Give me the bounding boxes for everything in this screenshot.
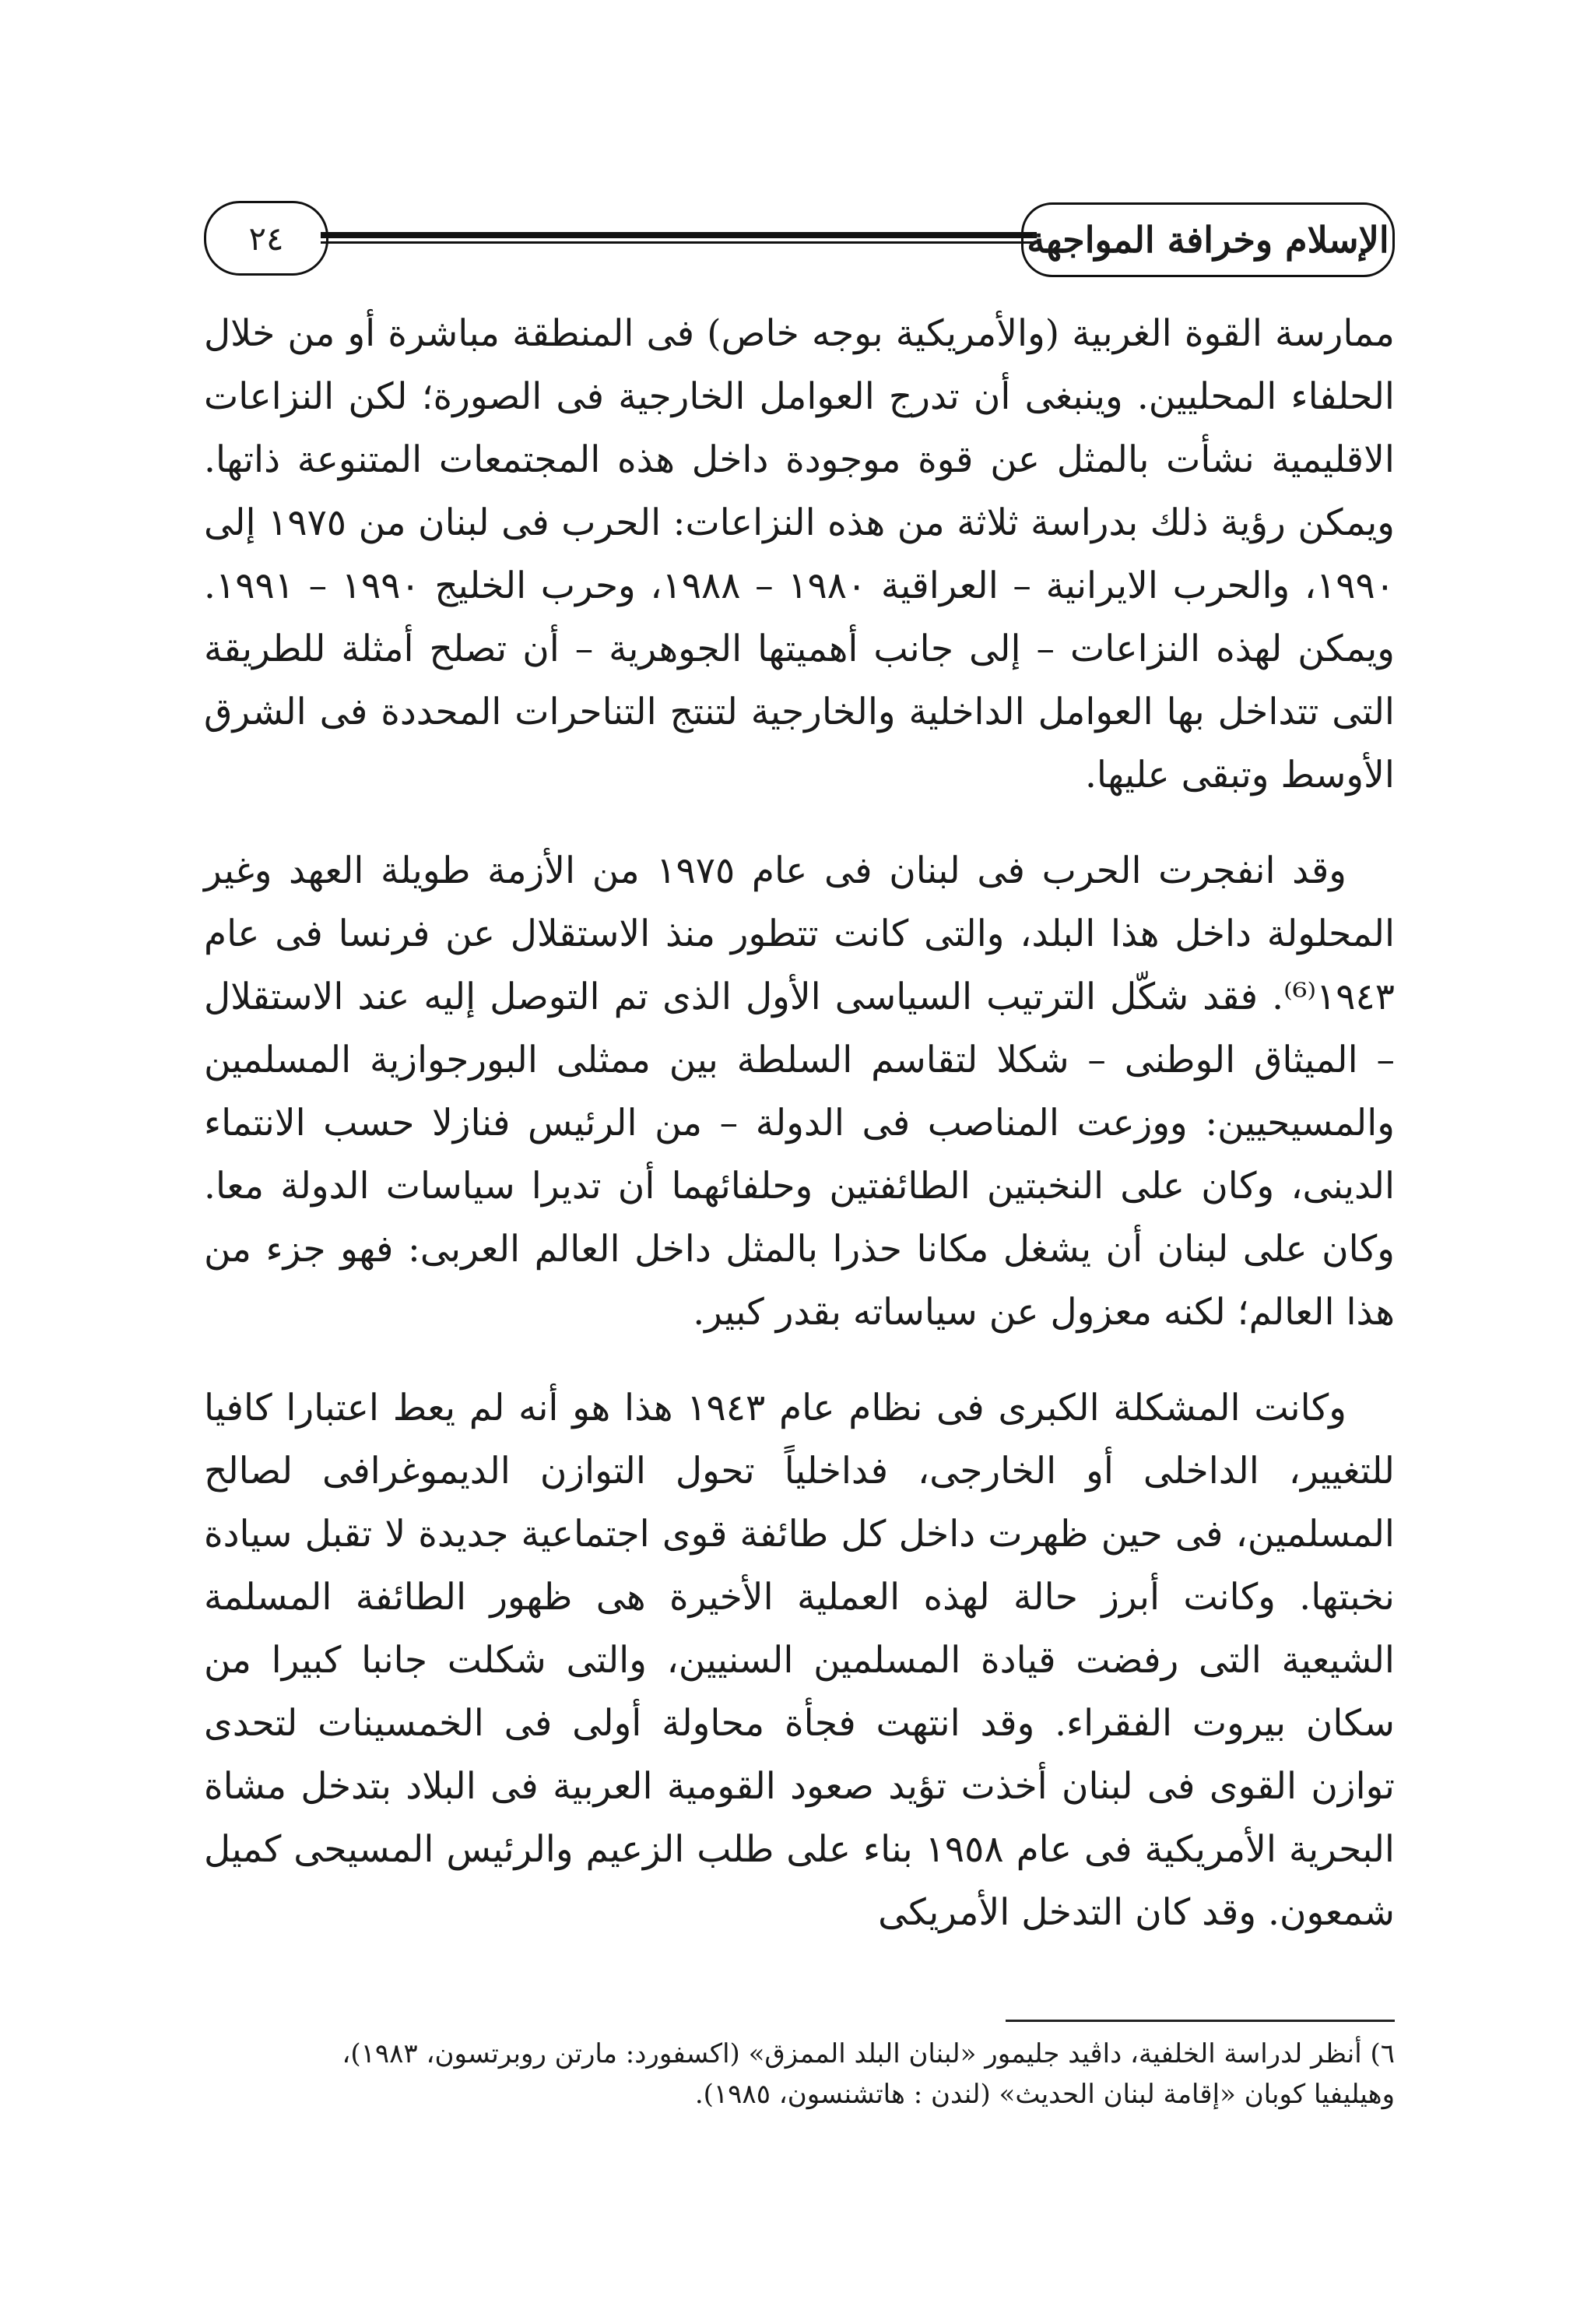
page-number: ٢٤ <box>204 201 328 276</box>
header-rule <box>321 232 1037 244</box>
header-rule-thick <box>321 232 1037 238</box>
body-text <box>204 302 1395 1944</box>
footnotes <box>204 2034 1395 2115</box>
paragraph: ممارسة القوة الغربية (والأمريكية بوجه خاص) فى المنطقة مباشرة أو من خلال الحلفاء المحليين. وينبغى أن تدرج العوامل الخارجية فى الصورة؛ لكن النزاعات الاقليمية نشأت بالمثل عن قوة موجودة داخل هذه المجتمعات المتنوعة ذاتها. ويمكن رؤية ذلك بدراسة ثلاثة من هذه النزاعات: الحرب فى لبنان من ١٩٧٥ إلى ١٩٩٠، والحرب الايرانية – العراقية ١٩٨٠ – ١٩٨٨، وحرب الخليج ١٩٩٠ – ١٩٩١. ويمكن لهذه النزاعات – إلى جانب أهميتها الجوهرية – أن تصلح أمثلة للطريقة التى تتداخل بها العوامل الداخلية والخارجية لتنتج التناحرات المحددة فى الشرق الأوسط وتبقى عليها. <box>204 312 1395 796</box>
footnote-line: وهيليفيا كوبان «إقامة لبنان الحديث» (لندن : هاتشنسون، ١٩٨٥). <box>694 2079 1395 2110</box>
paragraph: وكانت المشكلة الكبرى فى نظام عام ١٩٤٣ هذا هو أنه لم يعط اعتبارا كافيا للتغيير، الداخلى أو الخارجى، فداخلياً تحول التوازن الديموغرافى لصالح المسلمين، فى حين ظهرت داخل كل طائفة قوى اجتماعية جديدة لا تقبل سيادة نخبتها. وكانت أبرز حالة لهذه العملية الأخيرة هى ظهور الطائفة المسلمة الشيعية التى رفضت قيادة المسلمين السنيين، والتى شكلت جانبا كبيرا من سكان بيروت الفقراء. وقد انتهت فجأة محاولة أولى فى الخمسينات لتحدى توازن القوى فى لبنان أخذت تؤيد صعود القومية العربية فى البلاد بتدخل مشاة البحرية الأمريكية فى عام ١٩٥٨ بناء على طلب الزعيم والرئيس المسيحى كميل شمعون. وقد كان التدخل الأمريكى <box>204 1387 1395 1934</box>
footnote-separator <box>1006 2020 1395 2022</box>
header-rule-thin <box>321 241 1037 244</box>
paragraph: وقد انفجرت الحرب فى لبنان فى عام ١٩٧٥ من الأزمة طويلة العهد وغير المحلولة داخل هذا البلد، والتى كانت تتطور منذ الاستقلال عن فرنسا فى عام ١٩٤٣⁽⁶⁾. فقد شكّل الترتيب السياسى الأول الذى تم التوصل إليه عند الاستقلال – الميثاق الوطنى – شكلا لتقاسم السلطة بين ممثلى البورجوازية المسلمين والمسيحيين: ووزعت المناصب فى الدولة – من الرئيس فنازلا حسب الانتماء الدينى، وكان على النخبتين الطائفتين وحلفائهما أن تديرا سياسات الدولة معا. وكان على لبنان أن يشغل مكانا حذرا بالمثل داخل العالم العربى: فهو جزء من هذا العالم؛ لكنه معزول عن سياساته بقدر كبير. <box>204 849 1395 1334</box>
footnote-line: ٦) أنظر لدراسة الخلفية، داڤيد جليمور «لبنان البلد الممزق» (اكسفورد: مارتن روبرتسون، ١٩٨٣)، <box>342 2038 1395 2069</box>
page-header <box>204 201 1395 285</box>
running-title: الإسلام وخرافة المواجهة <box>1021 202 1395 277</box>
